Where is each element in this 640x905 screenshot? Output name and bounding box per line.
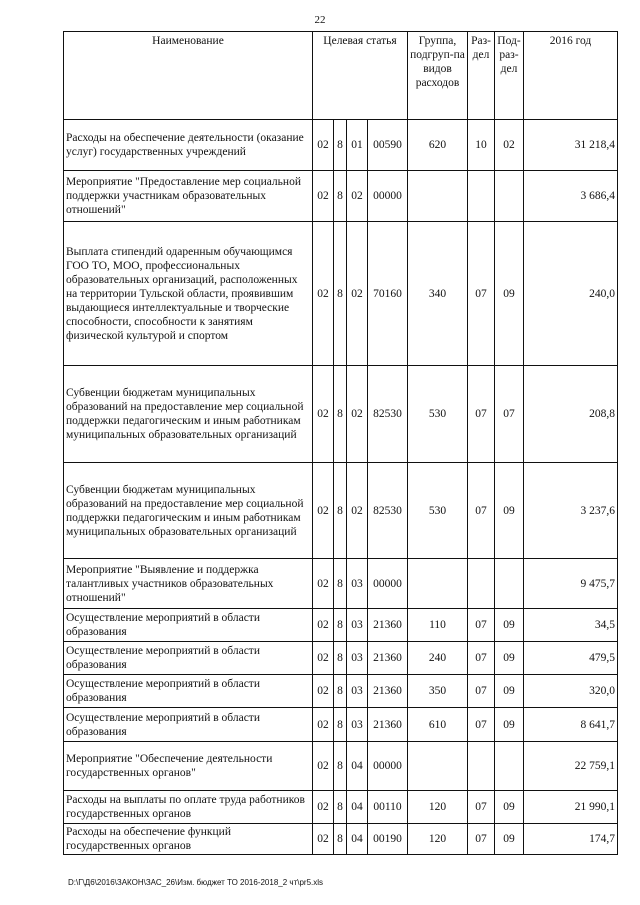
code-direction: 82530 xyxy=(368,366,408,463)
code-event: 03 xyxy=(347,708,368,742)
code-subprogram: 8 xyxy=(334,463,347,559)
code-program: 02 xyxy=(313,171,334,222)
code-program: 02 xyxy=(313,708,334,742)
row-name: Выплата стипендий одаренным обучающимся ГОО ТО, МОО, профессиональных образовательных организаций, расположенных на территории Тульской области, проявившим выдающиеся интеллектуальные и творческие способности, способности к занятиям физической культурой и спортом xyxy=(64,222,313,366)
expense-group: 110 xyxy=(408,609,468,642)
code-direction: 00000 xyxy=(368,742,408,791)
amount-2016: 174,7 xyxy=(524,824,618,855)
section: 10 xyxy=(468,120,495,171)
code-subprogram: 8 xyxy=(334,120,347,171)
row-name: Субвенции бюджетам муниципальных образований на предоставление мер социальной поддержки педагогическим и иным работникам муниципальных образовательных организаций xyxy=(64,366,313,463)
code-subprogram: 8 xyxy=(334,742,347,791)
header-row xyxy=(64,32,618,120)
code-program: 02 xyxy=(313,642,334,675)
table-row xyxy=(64,222,618,366)
code-direction: 21360 xyxy=(368,609,408,642)
section: 07 xyxy=(468,642,495,675)
row-name: Осуществление мероприятий в области образования xyxy=(64,675,313,708)
table-row xyxy=(64,609,618,642)
code-program: 02 xyxy=(313,791,334,824)
code-direction: 70160 xyxy=(368,222,408,366)
code-direction: 00190 xyxy=(368,824,408,855)
amount-2016: 320,0 xyxy=(524,675,618,708)
code-direction: 00110 xyxy=(368,791,408,824)
amount-2016: 31 218,4 xyxy=(524,120,618,171)
section: 07 xyxy=(468,222,495,366)
section: 07 xyxy=(468,708,495,742)
code-event: 03 xyxy=(347,609,368,642)
subsection: 09 xyxy=(495,708,524,742)
row-name: Осуществление мероприятий в области образования xyxy=(64,642,313,675)
table-row xyxy=(64,742,618,791)
table-row xyxy=(64,171,618,222)
code-program: 02 xyxy=(313,609,334,642)
code-subprogram: 8 xyxy=(334,222,347,366)
table-row xyxy=(64,120,618,171)
row-name: Мероприятие "Предоставление мер социальной поддержки участникам образовательных отношений" xyxy=(64,171,313,222)
section xyxy=(468,559,495,609)
code-program: 02 xyxy=(313,675,334,708)
code-subprogram: 8 xyxy=(334,824,347,855)
subsection: 02 xyxy=(495,120,524,171)
code-event: 02 xyxy=(347,463,368,559)
expense-group: 530 xyxy=(408,366,468,463)
section: 07 xyxy=(468,609,495,642)
expense-group: 620 xyxy=(408,120,468,171)
row-name: Осуществление мероприятий в области образования xyxy=(64,609,313,642)
code-program: 02 xyxy=(313,222,334,366)
subsection xyxy=(495,171,524,222)
header-subsection: Под-раз-дел xyxy=(495,32,524,120)
section: 07 xyxy=(468,675,495,708)
section: 07 xyxy=(468,791,495,824)
subsection: 09 xyxy=(495,463,524,559)
table-row xyxy=(64,675,618,708)
subsection: 07 xyxy=(495,366,524,463)
code-program: 02 xyxy=(313,824,334,855)
code-event: 04 xyxy=(347,742,368,791)
code-event: 02 xyxy=(347,366,368,463)
code-direction: 82530 xyxy=(368,463,408,559)
code-event: 01 xyxy=(347,120,368,171)
budget-table xyxy=(63,31,618,855)
header-group: Группа, подгруп-па видов расходов xyxy=(408,32,468,120)
expense-group: 120 xyxy=(408,791,468,824)
expense-group: 530 xyxy=(408,463,468,559)
code-direction: 21360 xyxy=(368,708,408,742)
amount-2016: 34,5 xyxy=(524,609,618,642)
subsection xyxy=(495,559,524,609)
expense-group: 240 xyxy=(408,642,468,675)
expense-group xyxy=(408,742,468,791)
header-section: Раз-дел xyxy=(468,32,495,120)
header-target-item: Целевая статья xyxy=(313,32,408,120)
section: 07 xyxy=(468,463,495,559)
code-subprogram: 8 xyxy=(334,791,347,824)
row-name: Расходы на обеспечение деятельности (оказание услуг) государственных учреждений xyxy=(64,120,313,171)
code-direction: 00590 xyxy=(368,120,408,171)
table-row xyxy=(64,642,618,675)
amount-2016: 21 990,1 xyxy=(524,791,618,824)
table-body xyxy=(64,120,618,855)
table-row xyxy=(64,824,618,855)
subsection: 09 xyxy=(495,675,524,708)
row-name: Расходы на обеспечение функций государственных органов xyxy=(64,824,313,855)
code-program: 02 xyxy=(313,463,334,559)
amount-2016: 8 641,7 xyxy=(524,708,618,742)
amount-2016: 208,8 xyxy=(524,366,618,463)
code-subprogram: 8 xyxy=(334,642,347,675)
subsection: 09 xyxy=(495,824,524,855)
row-name: Расходы на выплаты по оплате труда работников государственных органов xyxy=(64,791,313,824)
row-name: Субвенции бюджетам муниципальных образований на предоставление мер социальной поддержки педагогическим и иным работникам муниципальных образовательных организаций xyxy=(64,463,313,559)
code-event: 03 xyxy=(347,642,368,675)
code-program: 02 xyxy=(313,742,334,791)
amount-2016: 3 237,6 xyxy=(524,463,618,559)
code-event: 04 xyxy=(347,824,368,855)
subsection: 09 xyxy=(495,609,524,642)
code-direction: 00000 xyxy=(368,171,408,222)
row-name: Мероприятие "Обеспечение деятельности государственных органов" xyxy=(64,742,313,791)
subsection xyxy=(495,742,524,791)
header-name: Наименование xyxy=(64,32,313,120)
code-direction: 21360 xyxy=(368,642,408,675)
code-subprogram: 8 xyxy=(334,708,347,742)
expense-group: 610 xyxy=(408,708,468,742)
header-year: 2016 год xyxy=(524,32,618,120)
amount-2016: 479,5 xyxy=(524,642,618,675)
expense-group xyxy=(408,559,468,609)
subsection: 09 xyxy=(495,791,524,824)
page-number: 22 xyxy=(314,14,326,26)
code-event: 02 xyxy=(347,222,368,366)
table-row xyxy=(64,366,618,463)
subsection: 09 xyxy=(495,642,524,675)
code-subprogram: 8 xyxy=(334,171,347,222)
code-subprogram: 8 xyxy=(334,609,347,642)
expense-group: 350 xyxy=(408,675,468,708)
expense-group: 340 xyxy=(408,222,468,366)
section xyxy=(468,171,495,222)
code-event: 04 xyxy=(347,791,368,824)
row-name: Мероприятие "Выявление и поддержка талантливых участников образовательных отношений" xyxy=(64,559,313,609)
amount-2016: 240,0 xyxy=(524,222,618,366)
code-event: 02 xyxy=(347,171,368,222)
section: 07 xyxy=(468,366,495,463)
code-subprogram: 8 xyxy=(334,366,347,463)
code-subprogram: 8 xyxy=(334,559,347,609)
code-event: 03 xyxy=(347,559,368,609)
code-direction: 21360 xyxy=(368,675,408,708)
code-event: 03 xyxy=(347,675,368,708)
section xyxy=(468,742,495,791)
file-path-footer: D:\Г\Д6\2016\ЗАКОН\ЗАС_26\Изм. бюджет ТО 2016-2018_2 чт\pr5.xls xyxy=(68,878,324,887)
subsection: 09 xyxy=(495,222,524,366)
code-program: 02 xyxy=(313,366,334,463)
table-row xyxy=(64,708,618,742)
table-row xyxy=(64,463,618,559)
code-program: 02 xyxy=(313,120,334,171)
expense-group xyxy=(408,171,468,222)
row-name: Осуществление мероприятий в области образования xyxy=(64,708,313,742)
code-program: 02 xyxy=(313,559,334,609)
table-row xyxy=(64,559,618,609)
section: 07 xyxy=(468,824,495,855)
amount-2016: 22 759,1 xyxy=(524,742,618,791)
expense-group: 120 xyxy=(408,824,468,855)
code-subprogram: 8 xyxy=(334,675,347,708)
amount-2016: 9 475,7 xyxy=(524,559,618,609)
amount-2016: 3 686,4 xyxy=(524,171,618,222)
code-direction: 00000 xyxy=(368,559,408,609)
table-row xyxy=(64,791,618,824)
